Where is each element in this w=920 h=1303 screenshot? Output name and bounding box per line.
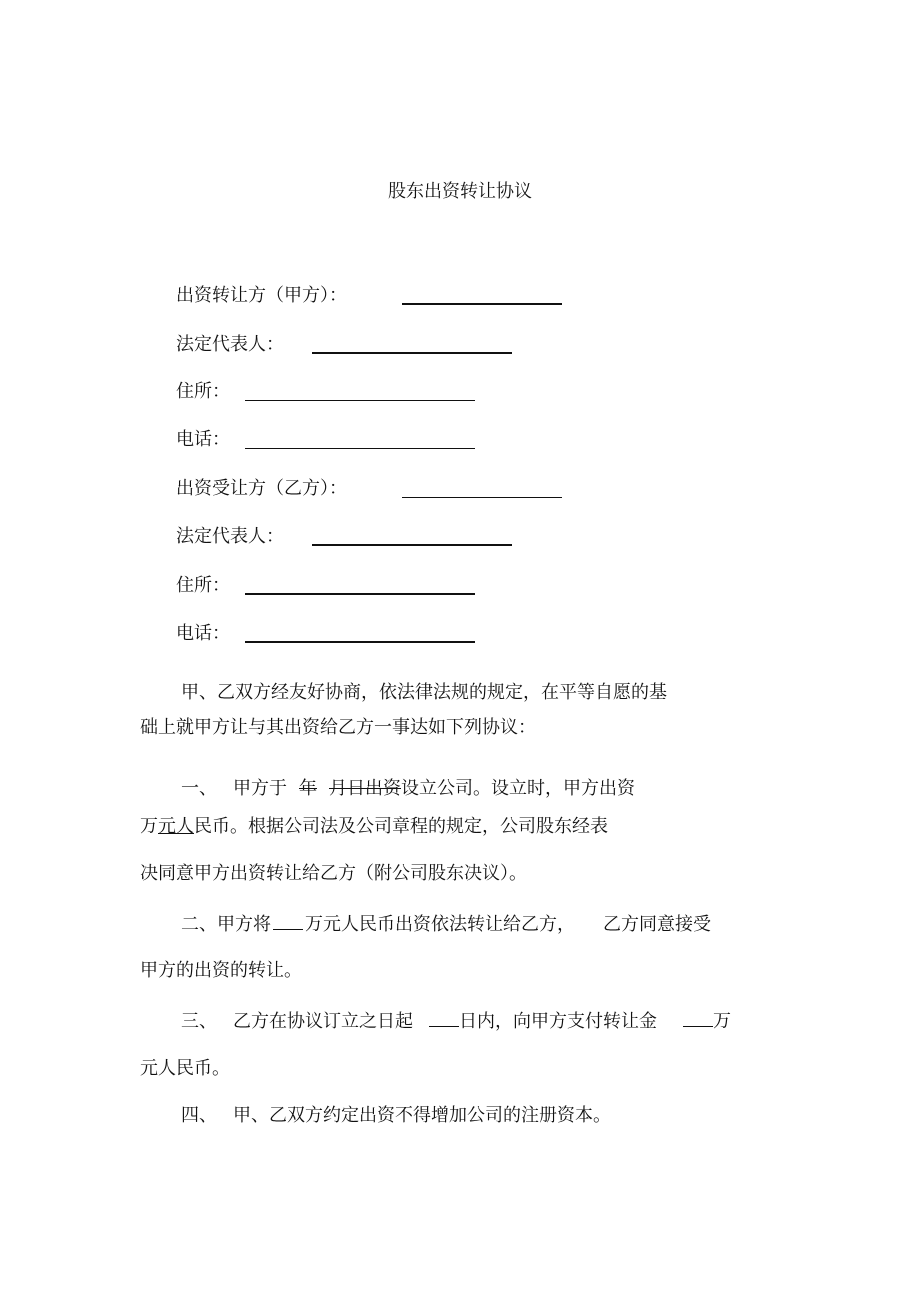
transferee-label: 出资受让方（乙方）：	[176, 478, 347, 499]
clause-2-line-1	[181, 911, 711, 937]
clause-1-month: 月	[329, 778, 347, 799]
transferor-label: 出资转让方（甲方）：	[176, 285, 347, 306]
clause-3-line-2: 元人民币。	[140, 1058, 230, 1079]
clause-2-line-2: 甲方的出资的转让。	[140, 960, 302, 981]
clause-1-day: 日	[347, 778, 365, 799]
clause-1-text-a: 甲方于	[233, 778, 287, 799]
clause-1-yuanren: 元人	[158, 816, 194, 837]
transferor-blank[interactable]	[402, 303, 562, 305]
clause-3-text-b: 日内，向甲方支付转让金	[459, 1011, 657, 1032]
party-b-rep-label: 法定代表人：	[176, 526, 284, 547]
party-a-phone-blank[interactable]	[245, 448, 475, 449]
party-b-phone-blank[interactable]	[245, 641, 475, 643]
document-title: 股东出资转让协议	[388, 181, 532, 202]
clause-4-number: 四、	[181, 1105, 217, 1126]
party-b-phone-label: 电话：	[176, 623, 230, 644]
clause-3-number: 三、	[181, 1011, 217, 1032]
clause-3-amount-blank[interactable]	[683, 1008, 713, 1027]
clause-4-line-1	[181, 1104, 611, 1128]
clause-2-text-b: 万元人民币出资依法转让给乙方，	[305, 914, 575, 935]
party-b-rep-blank[interactable]	[312, 544, 512, 546]
clause-1-year: 年	[299, 778, 317, 799]
clause-1-number: 一、	[181, 778, 217, 799]
party-a-address-blank[interactable]	[245, 400, 475, 401]
clause-1-line-2	[140, 815, 608, 839]
party-a-rep-blank[interactable]	[312, 352, 512, 354]
clause-4-text: 甲、乙双方约定出资不得增加公司的注册资本。	[233, 1105, 611, 1126]
clause-2-number: 二、	[181, 914, 217, 935]
clause-1-line-2-rest: 民币。根据公司法及公司章程的规定，公司股东经表	[194, 816, 608, 837]
clause-2-text-a: 甲方将	[217, 914, 271, 935]
clause-2-amount-blank[interactable]	[273, 911, 303, 930]
clause-3-line-1	[181, 1008, 731, 1034]
clause-1-text-c: 设立公司。设立时，甲方出资	[401, 778, 635, 799]
clause-1-wan: 万	[140, 816, 158, 837]
party-a-rep-label: 法定代表人：	[176, 334, 284, 355]
preamble-line-1: 甲、乙双方经友好协商，依法律法规的规定，在平等自愿的基	[181, 682, 667, 703]
clause-3-text-a: 乙方在协议订立之日起	[233, 1011, 413, 1032]
preamble-line-2: 础上就甲方让与其出资给乙方一事达如下列协议：	[140, 717, 536, 738]
party-b-address-blank[interactable]	[245, 593, 475, 595]
party-b-address-label: 住所：	[176, 575, 230, 596]
clause-1-text-b: 出资	[365, 778, 401, 799]
clause-1-line-1	[181, 777, 635, 801]
clause-3-text-c: 万	[713, 1011, 731, 1032]
transferee-blank[interactable]	[402, 497, 562, 498]
party-a-phone-label: 电话：	[176, 429, 230, 450]
clause-2-text-c: 乙方同意接受	[603, 914, 711, 935]
clause-1-line-3: 决同意甲方出资转让给乙方（附公司股东决议）。	[140, 863, 527, 884]
clause-3-days-blank[interactable]	[429, 1008, 459, 1027]
party-a-address-label: 住所：	[176, 381, 230, 402]
